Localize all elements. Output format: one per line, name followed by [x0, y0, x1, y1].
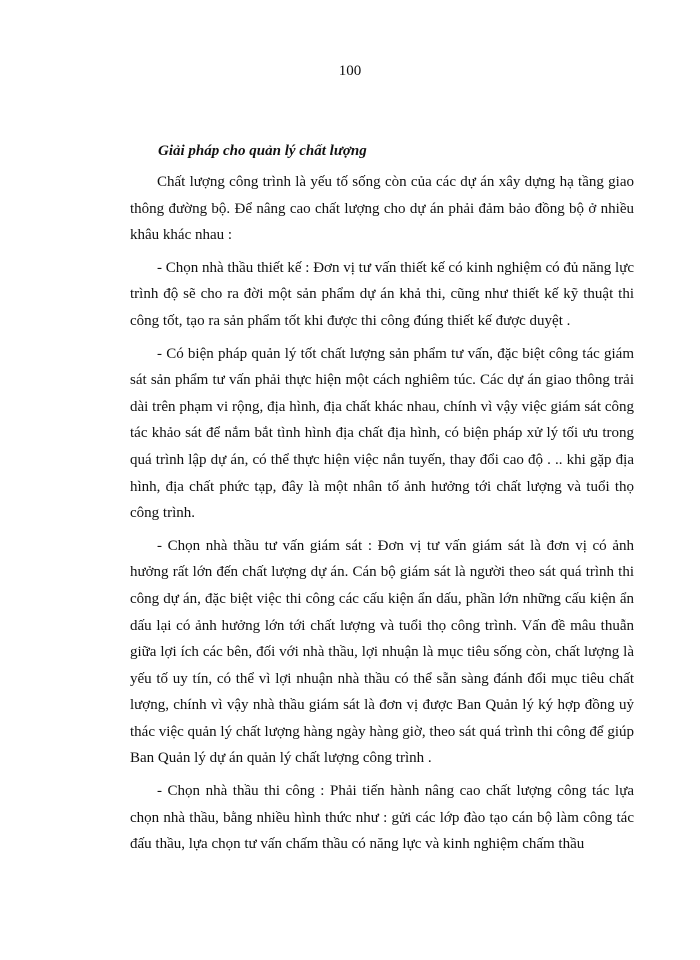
paragraph-consulting-quality: - Có biện pháp quản lý tốt chất lượng sản phẩm tư vấn, đặc biệt công tác giám sát sản phẩm tư vấn phải thực hiện một cách nghiêm túc. Các dự án giao thông trải dài trên phạm vi rộng, địa hình, địa chất khác nhau, chính vì vậy việc giám sát công tác khảo sát để nắm bắt tình hình địa chất địa hình, có biện pháp xử lý tối ưu trong quá trình lập dự án, có thể thực hiện việc nắn tuyến, thay đổi cao độ . .. khi gặp địa hình, địa chất phức tạp, đây là một nhân tố ảnh hưởng tới chất lượng và tuổi thọ công trình.	[130, 345, 634, 522]
body-text	[130, 169, 634, 858]
paragraph-construction-contractor: - Chọn nhà thầu thi công : Phải tiến hành nâng cao chất lượng công tác lựa chọn nhà thầu, bằng nhiều hình thức như : gửi các lớp đào tạo cán bộ làm công tác đấu thầu, lựa chọn tư vấn chấm thầu có năng lực và kinh nghiệm chấm thầu	[130, 783, 634, 853]
paragraph-intro: Chất lượng công trình là yếu tố sống còn của các dự án xây dựng hạ tầng giao thông đường bộ. Để nâng cao chất lượng cho dự án phải đảm bảo đồng bộ ở nhiều khâu khác nhau :	[130, 174, 634, 244]
page-number: 100	[338, 63, 362, 79]
paragraph-design-contractor: - Chọn nhà thầu thiết kế : Đơn vị tư vấn thiết kế có kinh nghiệm có đủ năng lực trình độ sẽ cho ra đời một sản phẩm dự án khả thi, cũng như thiết kế kỹ thuật thi công tốt, tạo ra sản phẩm tốt khi được thi công đúng thiết kế được duyệt .	[130, 259, 635, 329]
section-heading: Giải pháp cho quản lý chất lượng	[158, 143, 367, 159]
paragraph-supervision-contractor: - Chọn nhà thầu tư vấn giám sát : Đơn vị tư vấn giám sát là đơn vị có ảnh hưởng rất lớn đến chất lượng dự án. Cán bộ giám sát là người theo sát quá trình thi công dự án, đặc biệt việc thi công các cấu kiện ẩn dấu, phần lớn những cấu kiện ẩn dấu lại có ảnh hưởng lớn tới chất lượng và tuổi thọ công trình. Vấn đề mâu thuẫn giữa lợi ích các bên, đối với nhà thầu, lợi nhuận là mục tiêu sống còn, chất lượng là yếu tố uy tín, có thể vì lợi nhuận nhà thầu có thể sẵn sàng đánh đổi mục tiêu chất lượng, chính vì vậy nhà thầu giám sát là đơn vị được Ban Quản lý ký hợp đồng uỷ thác việc quản lý chất lượng hàng ngày hàng giờ, theo sát quá trình thi công để giúp Ban Quản lý dự án quản lý chất lượng công trình .	[130, 537, 634, 767]
